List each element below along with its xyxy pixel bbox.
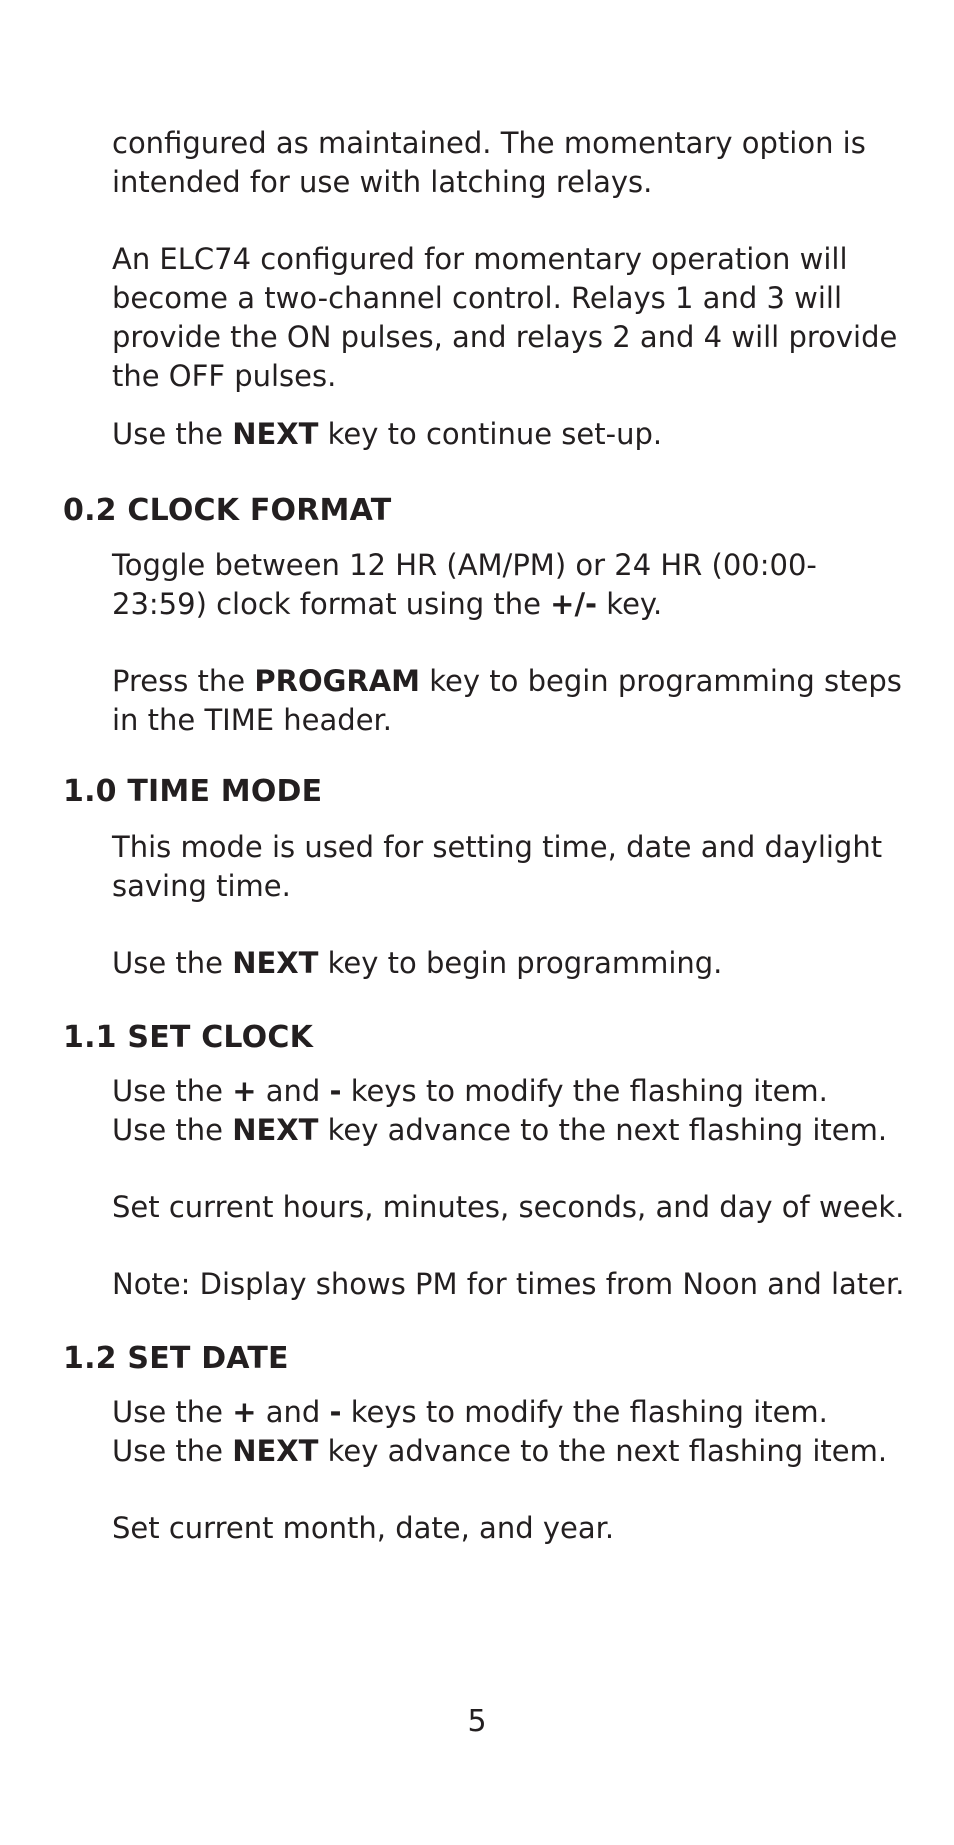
clock-format-paragraph-1 — [112, 546, 912, 624]
key-name: NEXT — [232, 417, 319, 451]
intro-paragraph-2 — [112, 240, 912, 396]
key-name: NEXT — [232, 946, 319, 980]
key-name: PROGRAM — [254, 664, 421, 698]
key-name: +/- — [550, 587, 598, 621]
text-segment: Press the — [112, 664, 255, 698]
set-clock-note — [112, 1265, 912, 1304]
text-line — [112, 415, 912, 454]
text-line: Set current hours, minutes, seconds, and day of week. — [112, 1190, 905, 1224]
key-name: NEXT — [232, 1113, 319, 1147]
text-segment: Use the — [112, 1113, 233, 1147]
minus-key: - — [329, 1395, 342, 1429]
time-mode-paragraph-1 — [112, 828, 912, 906]
text-line: Toggle between 12 HR (AM/PM) or 24 HR (00:00- — [112, 548, 817, 582]
section-heading-clock-format: 0.2 CLOCK FORMAT — [63, 493, 392, 528]
text-segment: Use the — [112, 1434, 233, 1468]
text-segment: 23:59) clock format using the — [112, 587, 551, 621]
key-name: NEXT — [232, 1434, 319, 1468]
set-date-paragraph-2 — [112, 1509, 912, 1548]
text-line — [112, 1111, 912, 1150]
intro-paragraph-1 — [112, 124, 912, 202]
text-segment: Use the — [112, 417, 233, 451]
text-segment: Use the — [112, 1074, 233, 1108]
text-line — [112, 944, 912, 983]
text-segment: keys to modify the flashing item. — [341, 1395, 828, 1429]
text-line: An ELC74 configured for momentary operation will — [112, 242, 848, 276]
plus-key: + — [232, 1074, 257, 1108]
text-segment: key to begin programming. — [318, 946, 723, 980]
text-segment: keys to modify the flashing item. — [341, 1074, 828, 1108]
text-line: become a two-channel control. Relays 1 and 3 will — [112, 281, 843, 315]
text-segment: key advance to the next flashing item. — [318, 1113, 888, 1147]
text-segment: and — [256, 1395, 330, 1429]
set-date-paragraph-1 — [112, 1393, 912, 1471]
set-clock-paragraph-1 — [112, 1072, 912, 1150]
text-segment: key. — [597, 587, 663, 621]
intro-paragraph-3 — [112, 415, 912, 454]
text-line: the OFF pulses. — [112, 359, 337, 393]
text-line: This mode is used for setting time, date and daylight — [112, 830, 883, 864]
text-segment: key to begin programming steps — [420, 664, 902, 698]
text-segment: Use the — [112, 946, 233, 980]
text-line: saving time. — [112, 869, 291, 903]
set-clock-paragraph-2 — [112, 1188, 912, 1227]
text-segment: key advance to the next flashing item. — [318, 1434, 888, 1468]
section-heading-set-date: 1.2 SET DATE — [63, 1341, 289, 1376]
text-line — [112, 1072, 912, 1111]
time-mode-paragraph-2 — [112, 944, 912, 983]
text-line: intended for use with latching relays. — [112, 165, 653, 199]
text-line — [112, 1432, 912, 1471]
text-line — [112, 1393, 912, 1432]
text-line: Set current month, date, and year. — [112, 1511, 615, 1545]
minus-key: - — [329, 1074, 342, 1108]
plus-key: + — [232, 1395, 257, 1429]
text-segment: key to continue set-up. — [318, 417, 663, 451]
text-line — [112, 585, 912, 624]
text-segment: Use the — [112, 1395, 233, 1429]
text-line: configured as maintained. The momentary option is — [112, 126, 866, 160]
section-heading-time-mode: 1.0 TIME MODE — [63, 774, 323, 809]
section-heading-set-clock: 1.1 SET CLOCK — [63, 1020, 314, 1055]
text-line: in the TIME header. — [112, 703, 393, 737]
page-number: 5 — [467, 1704, 487, 1739]
text-segment: and — [256, 1074, 330, 1108]
text-line: Note: Display shows PM for times from Noon and later. — [112, 1267, 905, 1301]
clock-format-paragraph-2 — [112, 662, 912, 740]
text-line — [112, 662, 912, 701]
text-line: provide the ON pulses, and relays 2 and 4 will provide — [112, 320, 898, 354]
